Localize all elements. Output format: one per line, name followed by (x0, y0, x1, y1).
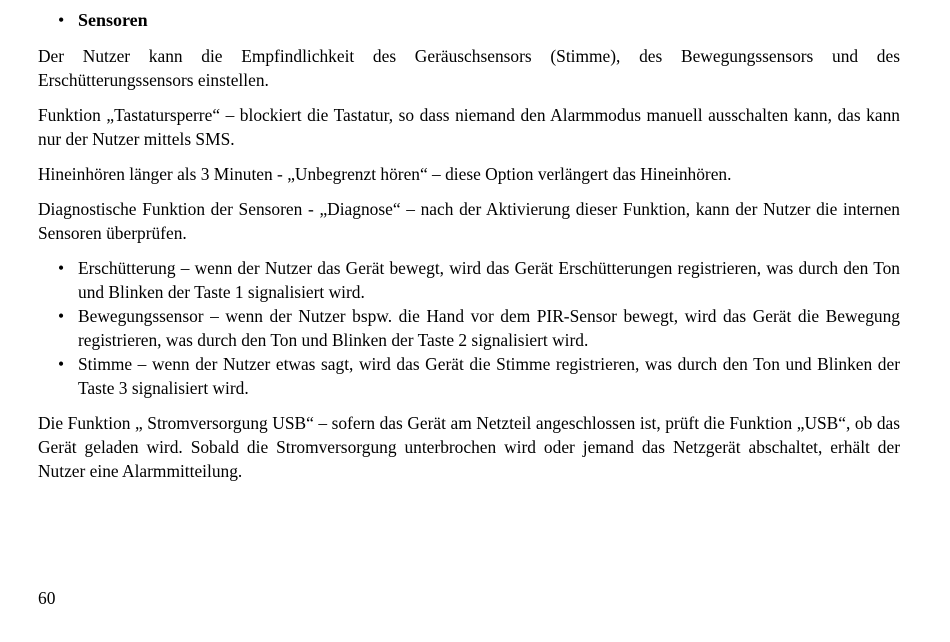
paragraph-sensitivity: Der Nutzer kann die Empfindlichkeit des Geräuschsensors (Stimme), des Bewegungssensors und des Erschütterungssensors einstellen. (38, 46, 900, 90)
bullet-icon: • (58, 10, 65, 30)
paragraph-usb-power: Die Funktion „ Stromversorgung USB“ – sofern das Gerät am Netzteil angeschlossen ist, prüft die Funktion „USB“, ob das Gerät geladen wird. Sobald die Stromversorgung unterbrochen wird oder jemand das Netzgerät abschaltet, erhält der Nutzer eine Alarmmitteilung. (38, 413, 900, 481)
page-number: 60 (38, 588, 56, 608)
bullet-icon: • (58, 354, 65, 374)
bullet-icon: • (58, 258, 65, 278)
section-heading (38, 8, 900, 32)
list-item-text: Stimme – wenn der Nutzer etwas sagt, wird das Gerät die Stimme registrieren, was durch den Ton und Blinken der Taste 3 signalisiert wird. (78, 354, 900, 398)
document-page (38, 8, 900, 494)
paragraph-diagnosis: Diagnostische Funktion der Sensoren - „Diagnose“ – nach der Aktivierung dieser Funktion, kann der Nutzer die internen Sensoren überprüfen. (38, 199, 900, 243)
list-item-text: Erschütterung – wenn der Nutzer das Gerät bewegt, wird das Gerät Erschütterungen registrieren, was durch den Ton und Blinken der Taste 1 signalisiert wird. (78, 258, 900, 302)
list-item-motion-sensor (38, 304, 900, 352)
bullet-icon: • (58, 306, 65, 326)
sensor-bullet-list (38, 256, 900, 400)
section-heading-text: Sensoren (78, 10, 148, 30)
paragraph-unlimited-listening: Hineinhören länger als 3 Minuten - „Unbegrenzt hören“ – diese Option verlängert das Hineinhören. (38, 164, 732, 184)
paragraph-keyboard-lock: Funktion „Tastatursperre“ – blockiert die Tastatur, so dass niemand den Alarmmodus manuell ausschalten kann, das kann nur der Nutzer mittels SMS. (38, 105, 900, 149)
list-item-voice (38, 352, 900, 400)
list-item-text: Bewegungssensor – wenn der Nutzer bspw. die Hand vor dem PIR-Sensor bewegt, wird das Gerät die Bewegung registrieren, was durch den Ton und Blinken der Taste 2 signalisiert wird. (78, 306, 900, 350)
list-item-vibration (38, 256, 900, 304)
